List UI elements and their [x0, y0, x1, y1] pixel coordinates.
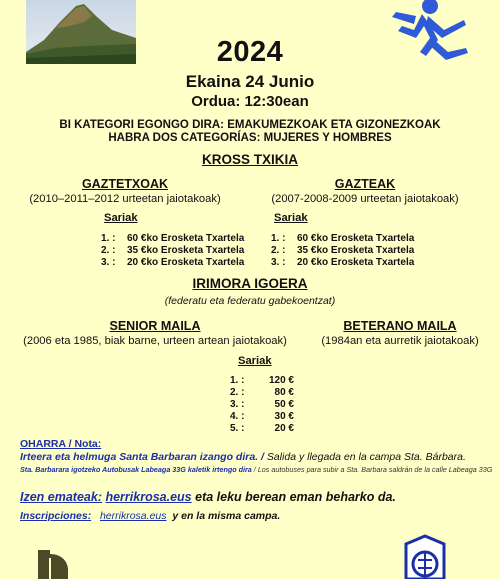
- note-basque: Irteera eta helmuga Santa Barbaran izango dira.: [20, 451, 259, 463]
- prize-value: 30 €: [274, 411, 294, 422]
- prize-text: 35 €ko Erosketa Txartela: [127, 245, 245, 256]
- registration-text: y en la misma campa.: [172, 510, 281, 522]
- group-years: (2006 eta 1985, biak barne, urteen artean jaiotakoak): [23, 335, 287, 347]
- prize-rank: 2. :: [230, 387, 245, 398]
- note-spanish: Salida y llegada en la campa Sta. Bárbara.: [266, 451, 466, 463]
- group-title: BETERANO MAILA: [343, 319, 457, 333]
- prize-rank: 5. :: [230, 423, 245, 434]
- bus-note-spanish: Los autobuses para subir a Sta. Barbara saldrán de la calle Labeaga 33G: [257, 465, 493, 474]
- bus-note-basque: Sta. Barbarara igotzeko Autobusak Labeaga 33G kaletik irtengo dira: [20, 465, 252, 474]
- event-year: 2024: [216, 36, 284, 68]
- prize-value: 50 €: [274, 399, 294, 410]
- registration-text: eta leku berean eman beharko da.: [191, 490, 396, 504]
- prize-rank: 1. :: [230, 375, 245, 386]
- prize-rank: 2. :: [101, 245, 116, 256]
- prize-row: [271, 233, 414, 244]
- prize-row: [101, 257, 244, 268]
- group-title: SENIOR MAILA: [109, 319, 201, 333]
- irimora-subtitle: (federatu eta federatu gabekoentzat): [164, 295, 336, 307]
- registration-link[interactable]: herrikrosa.eus: [105, 490, 192, 504]
- irimora-igoera-heading: IRIMORA IGOERA: [192, 276, 308, 291]
- prize-value: 20 €: [274, 423, 294, 434]
- prize-row: [230, 423, 294, 434]
- club-shield-logo: [402, 534, 448, 579]
- club-logo-left: [36, 548, 70, 579]
- prize-rank: 3. :: [271, 257, 286, 268]
- categories-spanish: HABRA DOS CATEGORÍAS: MUJERES Y HOMBRES: [108, 132, 392, 144]
- prize-row: [101, 233, 244, 244]
- prize-row: [230, 375, 294, 386]
- event-time: Ordua: 12:30ean: [191, 93, 309, 110]
- registration-label: Izen emateak:: [20, 490, 102, 504]
- prize-rank: 3. :: [230, 399, 245, 410]
- prize-text: 60 €ko Erosketa Txartela: [297, 233, 415, 244]
- bus-note: [20, 465, 492, 474]
- prize-value: 80 €: [274, 387, 294, 398]
- group-years: (2010–2011–2012 urteetan jaiotakoak): [29, 193, 221, 205]
- group-years: (2007-2008-2009 urteetan jaiotakoak): [271, 193, 459, 205]
- prize-row: [230, 387, 294, 398]
- registration-link[interactable]: herrikrosa.eus: [99, 510, 167, 522]
- prize-value: 120 €: [268, 375, 294, 386]
- kross-txikia-heading: KROSS TXIKIA: [201, 152, 298, 167]
- prize-text: 35 €ko Erosketa Txartela: [297, 245, 415, 256]
- prizes-label: Sariak: [238, 355, 272, 367]
- prize-rank: 2. :: [271, 245, 286, 256]
- prize-text: 60 €ko Erosketa Txartela: [127, 233, 245, 244]
- registration-label: Inscripciones:: [20, 510, 92, 522]
- prize-row: [230, 399, 294, 410]
- group-years: (1984an eta aurretik jaiotakoak): [321, 335, 479, 347]
- registration-spanish: [20, 510, 280, 522]
- prize-row: [271, 245, 414, 256]
- prize-text: 20 €ko Erosketa Txartela: [297, 257, 415, 268]
- prize-rank: 1. :: [101, 233, 116, 244]
- note-label: OHARRA / Nota:: [20, 438, 102, 450]
- event-date: Ekaina 24 Junio: [185, 72, 315, 91]
- group-title: GAZTETXOAK: [81, 177, 169, 191]
- prize-rank: 4. :: [230, 411, 245, 422]
- prizes-label: Sariak: [274, 212, 308, 224]
- bus-note-separator: /: [251, 465, 258, 474]
- group-title: GAZTEAK: [334, 177, 396, 191]
- prizes-label: Sariak: [104, 212, 138, 224]
- prize-row: [271, 257, 414, 268]
- registration-basque: [20, 490, 396, 504]
- note-separator: /: [258, 451, 267, 463]
- prize-row: [101, 245, 244, 256]
- prize-rank: 3. :: [101, 257, 116, 268]
- prize-rank: 1. :: [271, 233, 286, 244]
- prize-text: 20 €ko Erosketa Txartela: [127, 257, 245, 268]
- prize-row: [230, 411, 294, 422]
- note-start-finish: [20, 451, 466, 463]
- categories-basque: BI KATEGORI EGONGO DIRA: EMAKUMEZKOAK ETA GIZONEZKOAK: [59, 119, 441, 131]
